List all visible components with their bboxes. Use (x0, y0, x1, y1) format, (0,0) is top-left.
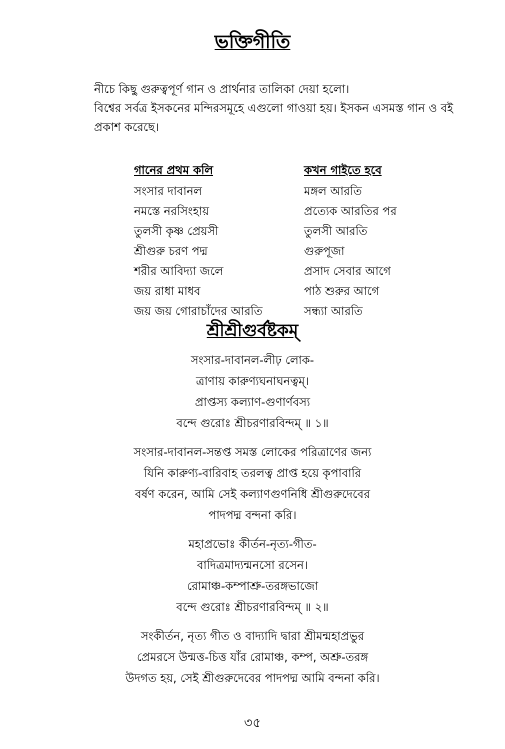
song-name: সংসার দাবানল (134, 183, 203, 198)
table-row (134, 202, 397, 222)
verse-line: বন্দে গুরোঃ শ্রীচরণারবিন্দম্ ॥ ১॥ (176, 416, 329, 430)
song-time: পাঠ শুরুর আগে (304, 283, 380, 298)
translation-line: পাদপদ্ম বন্দনা করি। (208, 508, 297, 522)
song-table (134, 160, 397, 322)
verse-line: বন্দে গুরোঃ শ্রীচরণারবিন্দম্ ॥ ২॥ (176, 600, 329, 614)
table-row (134, 262, 397, 282)
verse-line: বাদিত্রমাদ্যন্মনসো রসেন। (197, 558, 308, 572)
song-name: তুলসী কৃষ্ণ প্রেয়সী (134, 223, 219, 238)
song-name: শ্রীগুরু চরণ পদ্ম (134, 243, 208, 258)
page-number: ৩৫ (244, 716, 261, 731)
verse-line: ত্রাণায় কারুণ্যঘনাঘনত্বম্। (196, 374, 309, 388)
song-time: তুলসী আরতি (304, 223, 368, 238)
table-row (134, 182, 397, 202)
page-title: ভক্তিগীতি (214, 31, 291, 53)
verse-line: সংসার-দাবানল-লীঢ় লোক- (190, 353, 315, 367)
song-name: জয় জয় গোরাচাঁদের আরতি (134, 303, 263, 318)
song-time: গুরুপূজা (304, 243, 345, 258)
translation-line: যিনি কারুণ্য-বারিবাহ তরলত্ব প্রাপ্ত হয়ে কৃপাবারি (143, 466, 362, 480)
verse-line: রোমাঞ্চ-কম্পাশ্রু-তরঙ্গভাজো (186, 579, 319, 593)
song-name: শরীর আবিদ্যা জলে (134, 263, 224, 278)
translation-1 (0, 442, 505, 526)
verse-1 (0, 350, 505, 434)
table-row (134, 242, 397, 262)
verse-2 (0, 534, 505, 618)
song-time: প্রসাদ সেবার আগে (304, 263, 391, 278)
song-name: নমস্তে নরসিংহায় (134, 203, 209, 218)
column-header-first-line: গানের প্রথম কলি (134, 162, 214, 177)
intro-paragraph (94, 80, 474, 137)
verse-line: মহাপ্রভোঃ কীর্তন-নৃত্য-গীত- (188, 537, 317, 551)
translation-line: সংকীর্তন, নৃত্য গীত ও বাদ্যাদি দ্বারা শ্রীমন্মহাপ্রভুর (140, 629, 365, 643)
table-header-row (134, 160, 397, 182)
translation-line: সংসার-দাবানল-সন্তপ্ত সমস্ত লোকের পরিত্রাণের জন্য (133, 445, 372, 459)
translation-line: প্রেমরসে উন্মত্ত-চিত্ত যাঁর রোমাঞ্চ, কম্প, অশ্রু-তরঙ্গ (136, 650, 369, 664)
song-time: মঙ্গল আরতি (304, 183, 362, 198)
translation-line: বর্ষণ করেন, আমি সেই কল্যাণগুণনিধি শ্রীগুরুদেবের (134, 487, 371, 501)
table-row (134, 222, 397, 242)
intro-line-1: নীচে কিছু গুরুত্বপূর্ণ গান ও প্রার্থনার তালিকা দেয়া হলো। (94, 82, 350, 96)
translation-line: উদগত হয়, সেই শ্রীগুরুদেবের পাদপদ্ম আমি বন্দনা করি। (125, 671, 380, 685)
intro-line-2: বিশ্বের সর্বত্র ইসকনের মন্দিরসমূহে এগুলো গাওয়া হয়। ইসকন এসমস্ত গান ও বই প্রকাশ করেছে। (94, 101, 454, 134)
section-title: শ্রীশ্রীগুর্বষ্টকম্ (206, 321, 299, 341)
song-name: জয় রাধা মাধব (134, 283, 201, 298)
verse-line: প্রাপ্তস্য কল্যাণ-গুণার্ণবস্য (194, 395, 311, 409)
translation-2 (0, 626, 505, 689)
song-time: প্রত্যেক আরতির পর (304, 203, 397, 218)
song-time: সন্ধ্যা আরতি (304, 303, 363, 318)
table-row (134, 282, 397, 302)
column-header-when-to-sing: কখন গাইতে হবে (304, 162, 382, 177)
